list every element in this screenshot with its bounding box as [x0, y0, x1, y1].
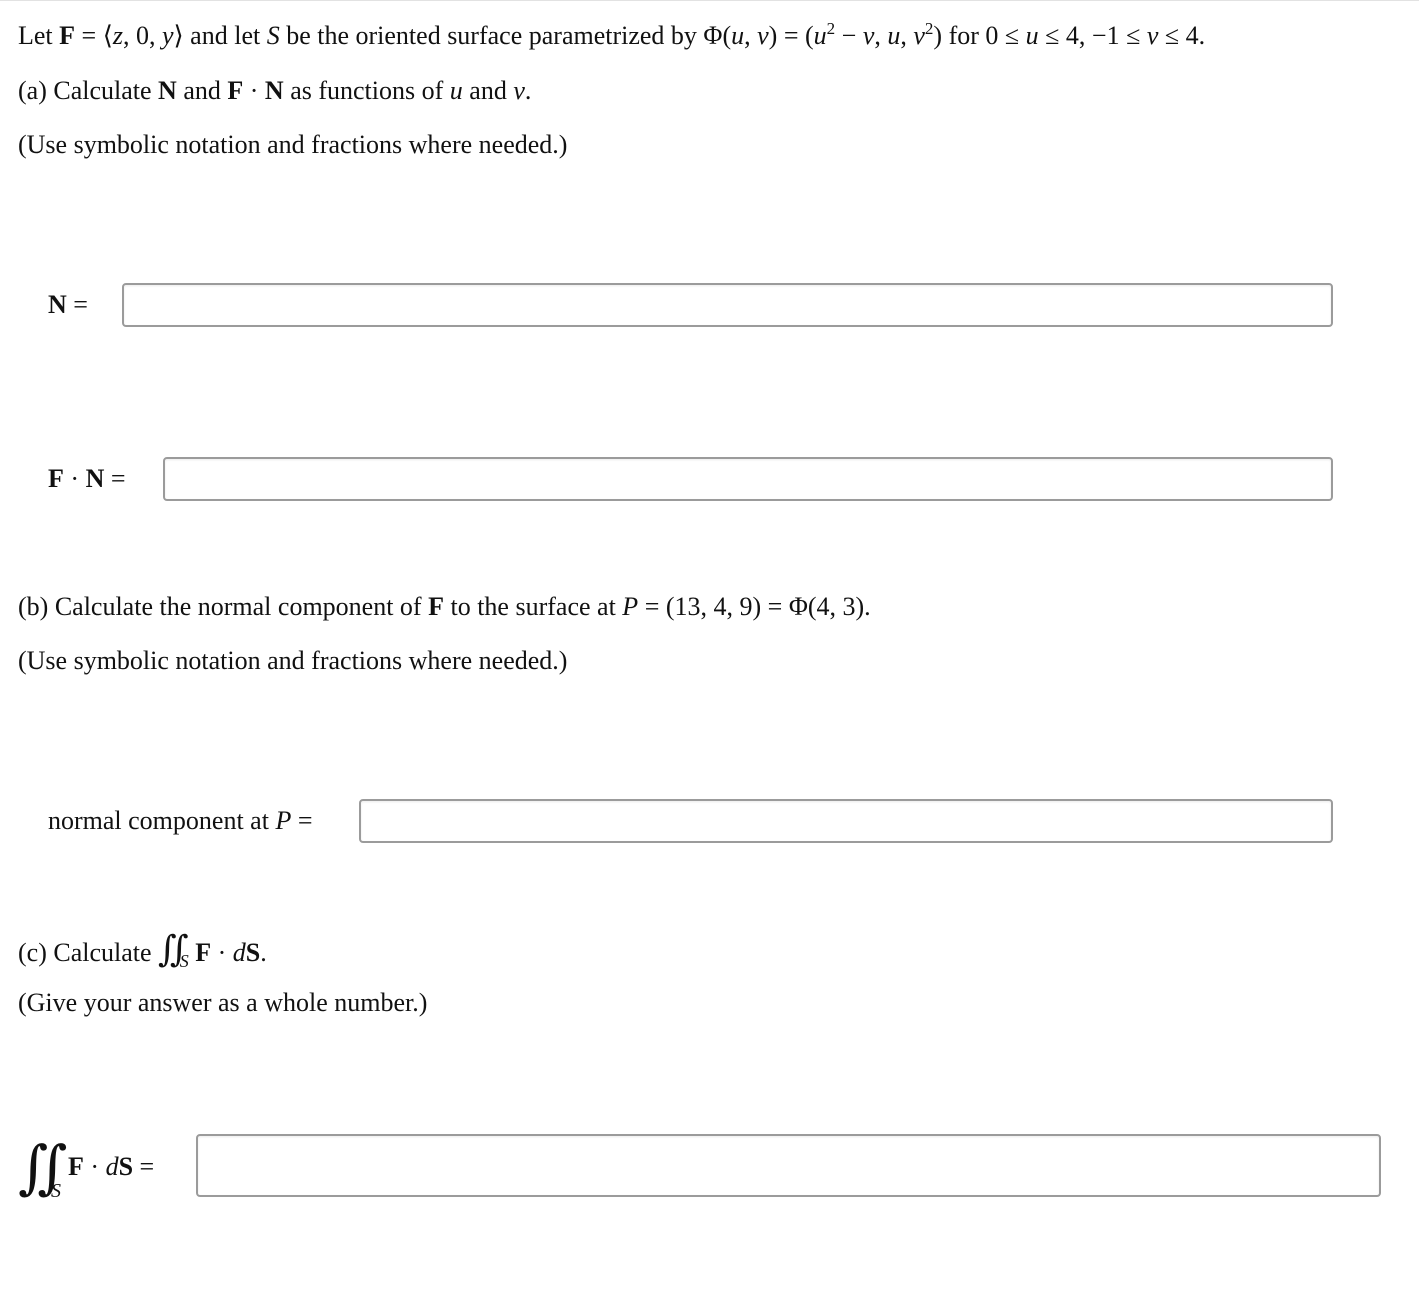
text: = [66, 290, 88, 319]
text: = [133, 1152, 155, 1181]
var-P: P [275, 806, 292, 835]
vector-N: N [48, 290, 67, 319]
part-c-question [18, 929, 267, 971]
text: = [104, 464, 126, 493]
var-d: d [105, 1152, 119, 1181]
text: . [524, 76, 532, 105]
var-v: v [1146, 21, 1159, 50]
var-v: v [913, 21, 925, 50]
var-S: S [51, 1180, 61, 1202]
vector-F: F [48, 464, 64, 493]
var-S: S [179, 951, 189, 971]
var-u: u [1025, 21, 1039, 50]
part-b-hint: (Use symbolic notation and fractions where needed.) [18, 646, 568, 675]
normal-component-label [48, 805, 313, 837]
vector-N: N [158, 76, 177, 105]
vector-N: N [85, 464, 105, 493]
text: as functions of [283, 76, 450, 105]
text: = [291, 806, 313, 835]
text: = ⟨ [75, 21, 113, 50]
part-a-hint: (Use symbolic notation and fractions where needed.) [18, 130, 568, 159]
F-dot-N-answer-input[interactable] [163, 457, 1333, 501]
var-d: d [232, 938, 246, 967]
text: ) for 0 ≤ [933, 21, 1026, 50]
exponent: 2 [826, 19, 836, 38]
double-integral-icon: ∬ [158, 929, 180, 969]
var-u: u [887, 21, 901, 50]
text: · [243, 76, 265, 105]
N-label [48, 289, 88, 321]
text: (a) Calculate [18, 76, 159, 105]
text: , [900, 21, 914, 50]
text: ⟩ and let [173, 21, 267, 50]
text: ≤ 4, −1 ≤ [1038, 21, 1147, 50]
text: , [744, 21, 758, 50]
text: , 0, [122, 21, 162, 50]
vector-F: F [428, 592, 444, 621]
var-u: u [813, 21, 827, 50]
text: to the surface at [443, 592, 623, 621]
text: ≤ 4. [1158, 21, 1206, 50]
vector-F: F [188, 938, 212, 967]
problem-statement [18, 20, 1205, 52]
part-b-question [18, 591, 871, 623]
var-u: u [731, 21, 745, 50]
var-v: v [513, 76, 525, 105]
text: . [260, 938, 267, 967]
text: · [211, 938, 233, 967]
N-answer-input[interactable] [122, 283, 1333, 327]
text: and [176, 76, 228, 105]
var-S: S [266, 21, 280, 50]
text: Let [18, 21, 60, 50]
normal-component-answer-input[interactable] [359, 799, 1333, 843]
vector-F: F [227, 76, 244, 105]
var-v: v [757, 21, 769, 50]
text: , [874, 21, 888, 50]
var-v: v [862, 21, 875, 50]
surface-integral-label-text [68, 1151, 154, 1183]
double-integral-icon: ∬ [18, 1135, 50, 1200]
var-y: y [161, 21, 174, 50]
text: · [63, 464, 86, 493]
top-divider [0, 0, 1419, 1]
text: and [462, 76, 514, 105]
exponent: 2 [924, 19, 934, 38]
vector-F: F [68, 1152, 84, 1181]
vector-S: S [245, 938, 261, 967]
part-a-question [18, 75, 531, 107]
text: · [83, 1152, 106, 1181]
var-P: P [622, 592, 639, 621]
text: (b) Calculate the normal component of [18, 592, 429, 621]
text: normal component at [48, 806, 276, 835]
text: (c) Calculate [18, 938, 159, 967]
surface-integral-answer-input[interactable] [196, 1134, 1381, 1197]
vector-F: F [59, 21, 76, 50]
var-u: u [449, 76, 463, 105]
text: − [835, 21, 863, 50]
text: ) = ( [768, 21, 814, 50]
text: = (13, 4, 9) = Φ(4, 3). [638, 592, 871, 621]
var-z: z [112, 21, 123, 50]
part-c-hint: (Give your answer as a whole number.) [18, 988, 428, 1017]
vector-N: N [264, 76, 284, 105]
vector-S: S [118, 1152, 134, 1181]
text: be the oriented surface parametrized by Φ( [279, 21, 732, 50]
F-dot-N-label [48, 463, 126, 495]
